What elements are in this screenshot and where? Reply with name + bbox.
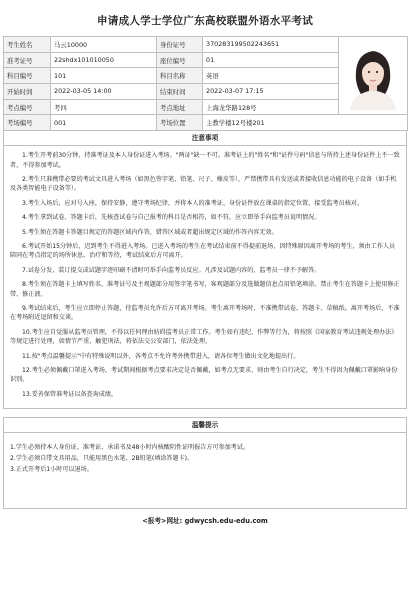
label-seat-number: 座位编号 (157, 52, 203, 68)
label-ticket-number: 准考证号 (4, 52, 51, 68)
note-item: 9.考试结束后，考生应立即停止答题，待监考员允许后方可离开考场。考生离开考场时，不准携带试卷、答题卡、草稿纸。离开考场后，不准在考场附近逗留和交谈。 (10, 305, 400, 322)
note-item: 8.考生须在答题卡上填写姓名、准考证号及主观题部分用签字笔书写，客观题部分及选做题信息点用铅笔填涂。禁止考生在答题卡上使用修正带、修正液。 (10, 281, 400, 298)
value-ticket-number: 22shdx101010050 (51, 52, 157, 68)
value-subject-code: 101 (51, 68, 157, 84)
note-item: 7.试卷分发、装订提交或试题字迹印刷不清时可举手向监考员反应。凡涉及试题内容的，监考员一律不予解答。 (22, 266, 321, 274)
notes-section (3, 131, 407, 409)
value-room-location: 主教学楼12号楼201 (203, 115, 408, 131)
note-item: 6.考试开始15分钟后，迟到考生不得进入考场。已进入考场的考生在考试结束前不得提前退场，因特殊原因离开考场的考生，须由工作人员陪同在考点指定的场所休息、治疗和等待，考试结束后方可离开。 (10, 242, 396, 260)
value-seat-number: 01 (203, 52, 339, 68)
label-start-time: 开始时间 (4, 84, 51, 100)
note-item: 2.考生只准携带必要的考试文具进入考场（如黑色签字笔、铅笔、尺子、橡皮等），严禁携带具有发送或者接收信息功能的电子设备（如手机及各类智能电子设备等）。 (10, 175, 397, 193)
label-name: 考生姓名 (4, 37, 51, 53)
value-room-number: 001 (51, 115, 157, 131)
reminder-item: 2.学生必须自带文具用品，只能用黑色水笔、2B铅笔(填涂答题卡)。 (10, 455, 194, 463)
reminder-item: 1.学生必须持本人身份证、准考证、承诺书及48小时内核酸阴性证明报告方可参加考试。 (10, 444, 250, 452)
photo-cell (339, 37, 408, 115)
notes-list (4, 146, 406, 408)
note-item: 4.考生拿到试卷、答题卡后，先核查试卷与自己报考的科目是否相符，如不符，应立即举手向监考员说明情况。 (22, 214, 321, 222)
label-room-number: 考场编号 (4, 115, 51, 131)
note-item: 5.考生须在答题卡答题目规定的答题区域内作答，错答区域或者超出规定区域的作答内容无效。 (22, 228, 278, 236)
label-subject-name: 科目名称 (157, 68, 203, 84)
footer-website: <报考>网址: gdwycsh.edu-edu.com (142, 517, 268, 526)
label-id-number: 身份证号 (157, 37, 203, 53)
candidate-info-table (3, 36, 408, 131)
value-end-time: 2022-03-07 17:15 (203, 84, 339, 100)
table-row (4, 115, 408, 131)
label-end-time: 结束时间 (157, 84, 203, 100)
label-subject-code: 科目编号 (4, 68, 51, 84)
value-site-number: 考四 (51, 99, 157, 115)
reminder-heading: 温馨提示 (4, 418, 406, 433)
label-room-location: 考场位置 (157, 115, 203, 131)
note-item: 3.考生入场后，应对号入座，保持安静，遵守考场纪律，并将本人的准考证、身份证件放在课桌的指定位置，接受监考员核对。 (22, 199, 363, 207)
reminder-list (4, 433, 406, 508)
note-item: 1.考生开考前30分钟，持准考证及本人身份证进入考场。"两证"缺一不可。准考证上的"姓名"和"证件号码"信息与所持上述身份证件上不一致者，不得参加考试。 (10, 152, 400, 169)
portrait-photo-icon (342, 40, 404, 110)
note-item: 11.按"考点温馨提示"中有特殊说明以外，各考点不允许考外携带进入，请各位考生做出文化地提出行。 (22, 352, 300, 360)
table-row (4, 37, 408, 53)
note-item: 12.考生必须佩戴口罩进入考场，考试期间根据考点要求决定是否佩戴，如考点无要求，则由考生自行决定，考生不得因为佩戴口罩影响身份识别。 (10, 367, 398, 384)
value-name: 马云10000 (51, 37, 157, 53)
note-item: 10.考生应自觉服从监考员管理，不得以任何理由妨碍监考员正常工作。考生如有违纪、作弊等行为，将按照《国家教育考试违规处理办法》等规定进行处理，如情节严重，触犯刑法，将依法交公安部门，依法处理。 (10, 328, 398, 346)
admission-ticket (3, 6, 407, 525)
label-site-number: 考点编号 (4, 99, 51, 115)
reminder-section (3, 417, 407, 509)
page-title: 申请成人学士学位广东高校联盟外语水平考试 (97, 15, 313, 27)
reminder-item: 3.正式开考后1小时可以退场。 (10, 466, 93, 474)
value-start-time: 2022-03-05 14:00 (51, 84, 157, 100)
value-site-address: 上海龙华路128号 (203, 99, 339, 115)
value-subject-name: 英语 (203, 68, 339, 84)
notes-heading: 注意事项 (4, 131, 406, 146)
label-site-address: 考点地址 (157, 99, 203, 115)
value-id-number: 370283199502243651 (203, 37, 339, 53)
note-item: 13.妥善保管准考证以备查询成绩。 (22, 390, 118, 398)
